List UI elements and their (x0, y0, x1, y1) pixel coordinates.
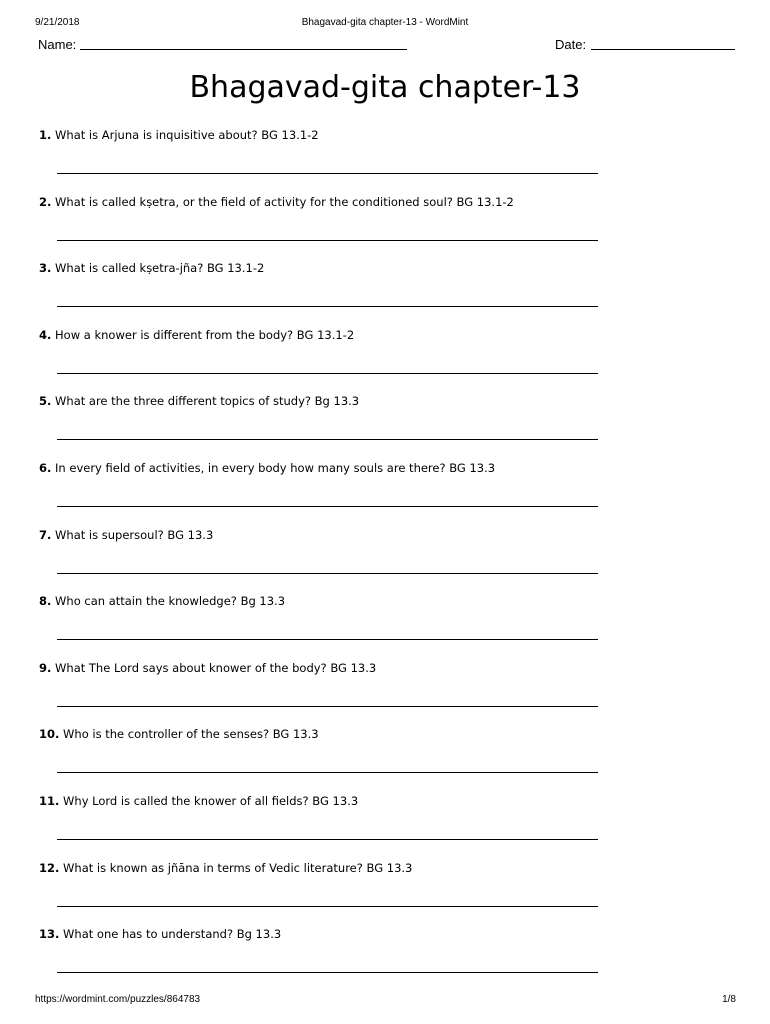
answer-line[interactable] (57, 839, 598, 840)
print-page-title: Bhagavad-gita chapter-13 - WordMint (301, 17, 469, 28)
question-item (39, 461, 739, 528)
name-field[interactable] (80, 49, 407, 50)
question-text: What is called kṣetra-jña? BG 13.1-2 (55, 261, 265, 276)
question-item (39, 661, 739, 728)
answer-line[interactable] (57, 173, 598, 174)
question-text: What The Lord says about knower of the body? BG 13.3 (55, 660, 377, 675)
print-date: 9/21/2018 (35, 17, 80, 28)
question-item (39, 261, 739, 328)
question-item (39, 594, 739, 661)
question-number: 5. (39, 394, 52, 409)
question-text: What is called kṣetra, or the field of activity for the conditioned soul? BG 13.1-2 (55, 194, 514, 209)
answer-line[interactable] (57, 506, 598, 507)
question-number: 7. (39, 527, 52, 542)
question-number: 8. (39, 594, 52, 609)
question-number: 12. (39, 860, 60, 875)
question-text: Who can attain the knowledge? Bg 13.3 (55, 594, 286, 609)
question-text: What is Arjuna is inquisitive about? BG 13.1-2 (55, 128, 319, 142)
question-list (39, 128, 739, 994)
question-item (39, 328, 739, 395)
answer-line[interactable] (57, 772, 598, 773)
question-number: 3. (39, 261, 52, 276)
question-item (39, 195, 739, 262)
question-text: What are the three different topics of study? Bg 13.3 (55, 394, 360, 409)
date-field[interactable] (591, 49, 735, 50)
date-label: Date: (555, 37, 587, 52)
question-text: In every field of activities, in every body how many souls are there? BG 13.3 (55, 460, 496, 475)
worksheet-title: Bhagavad-gita chapter-13 (189, 70, 581, 105)
page-number: 1/8 (722, 994, 736, 1005)
answer-line[interactable] (57, 240, 598, 241)
question-number: 13. (39, 927, 60, 942)
question-number: 6. (39, 460, 52, 475)
question-text: Who is the controller of the senses? BG 13.3 (63, 727, 319, 742)
question-item (39, 528, 739, 595)
question-text: What is known as jñāna in terms of Vedic literature? BG 13.3 (63, 860, 413, 875)
print-header (0, 17, 770, 31)
question-item (39, 394, 739, 461)
question-number: 9. (39, 660, 52, 675)
name-label: Name: (38, 37, 77, 52)
question-number: 1. (39, 128, 52, 142)
question-text: Why Lord is called the knower of all fields? BG 13.3 (63, 793, 359, 808)
question-item (39, 861, 739, 928)
question-text: How a knower is different from the body? BG 13.1-2 (55, 327, 355, 342)
question-text: What is supersoul? BG 13.3 (55, 527, 214, 542)
question-item (39, 927, 739, 994)
answer-line[interactable] (57, 639, 598, 640)
question-number: 10. (39, 727, 60, 742)
answer-line[interactable] (57, 706, 598, 707)
question-text: What one has to understand? Bg 13.3 (63, 927, 282, 942)
answer-line[interactable] (57, 906, 598, 907)
answer-line[interactable] (57, 573, 598, 574)
question-number: 11. (39, 793, 60, 808)
answer-line[interactable] (57, 972, 598, 973)
question-item (39, 128, 739, 195)
answer-line[interactable] (57, 439, 598, 440)
print-url: https://wordmint.com/puzzles/864783 (35, 994, 201, 1005)
question-item (39, 727, 739, 794)
question-number: 2. (39, 194, 52, 209)
answer-line[interactable] (57, 373, 598, 374)
question-item (39, 794, 739, 861)
question-number: 4. (39, 327, 52, 342)
answer-line[interactable] (57, 306, 598, 307)
